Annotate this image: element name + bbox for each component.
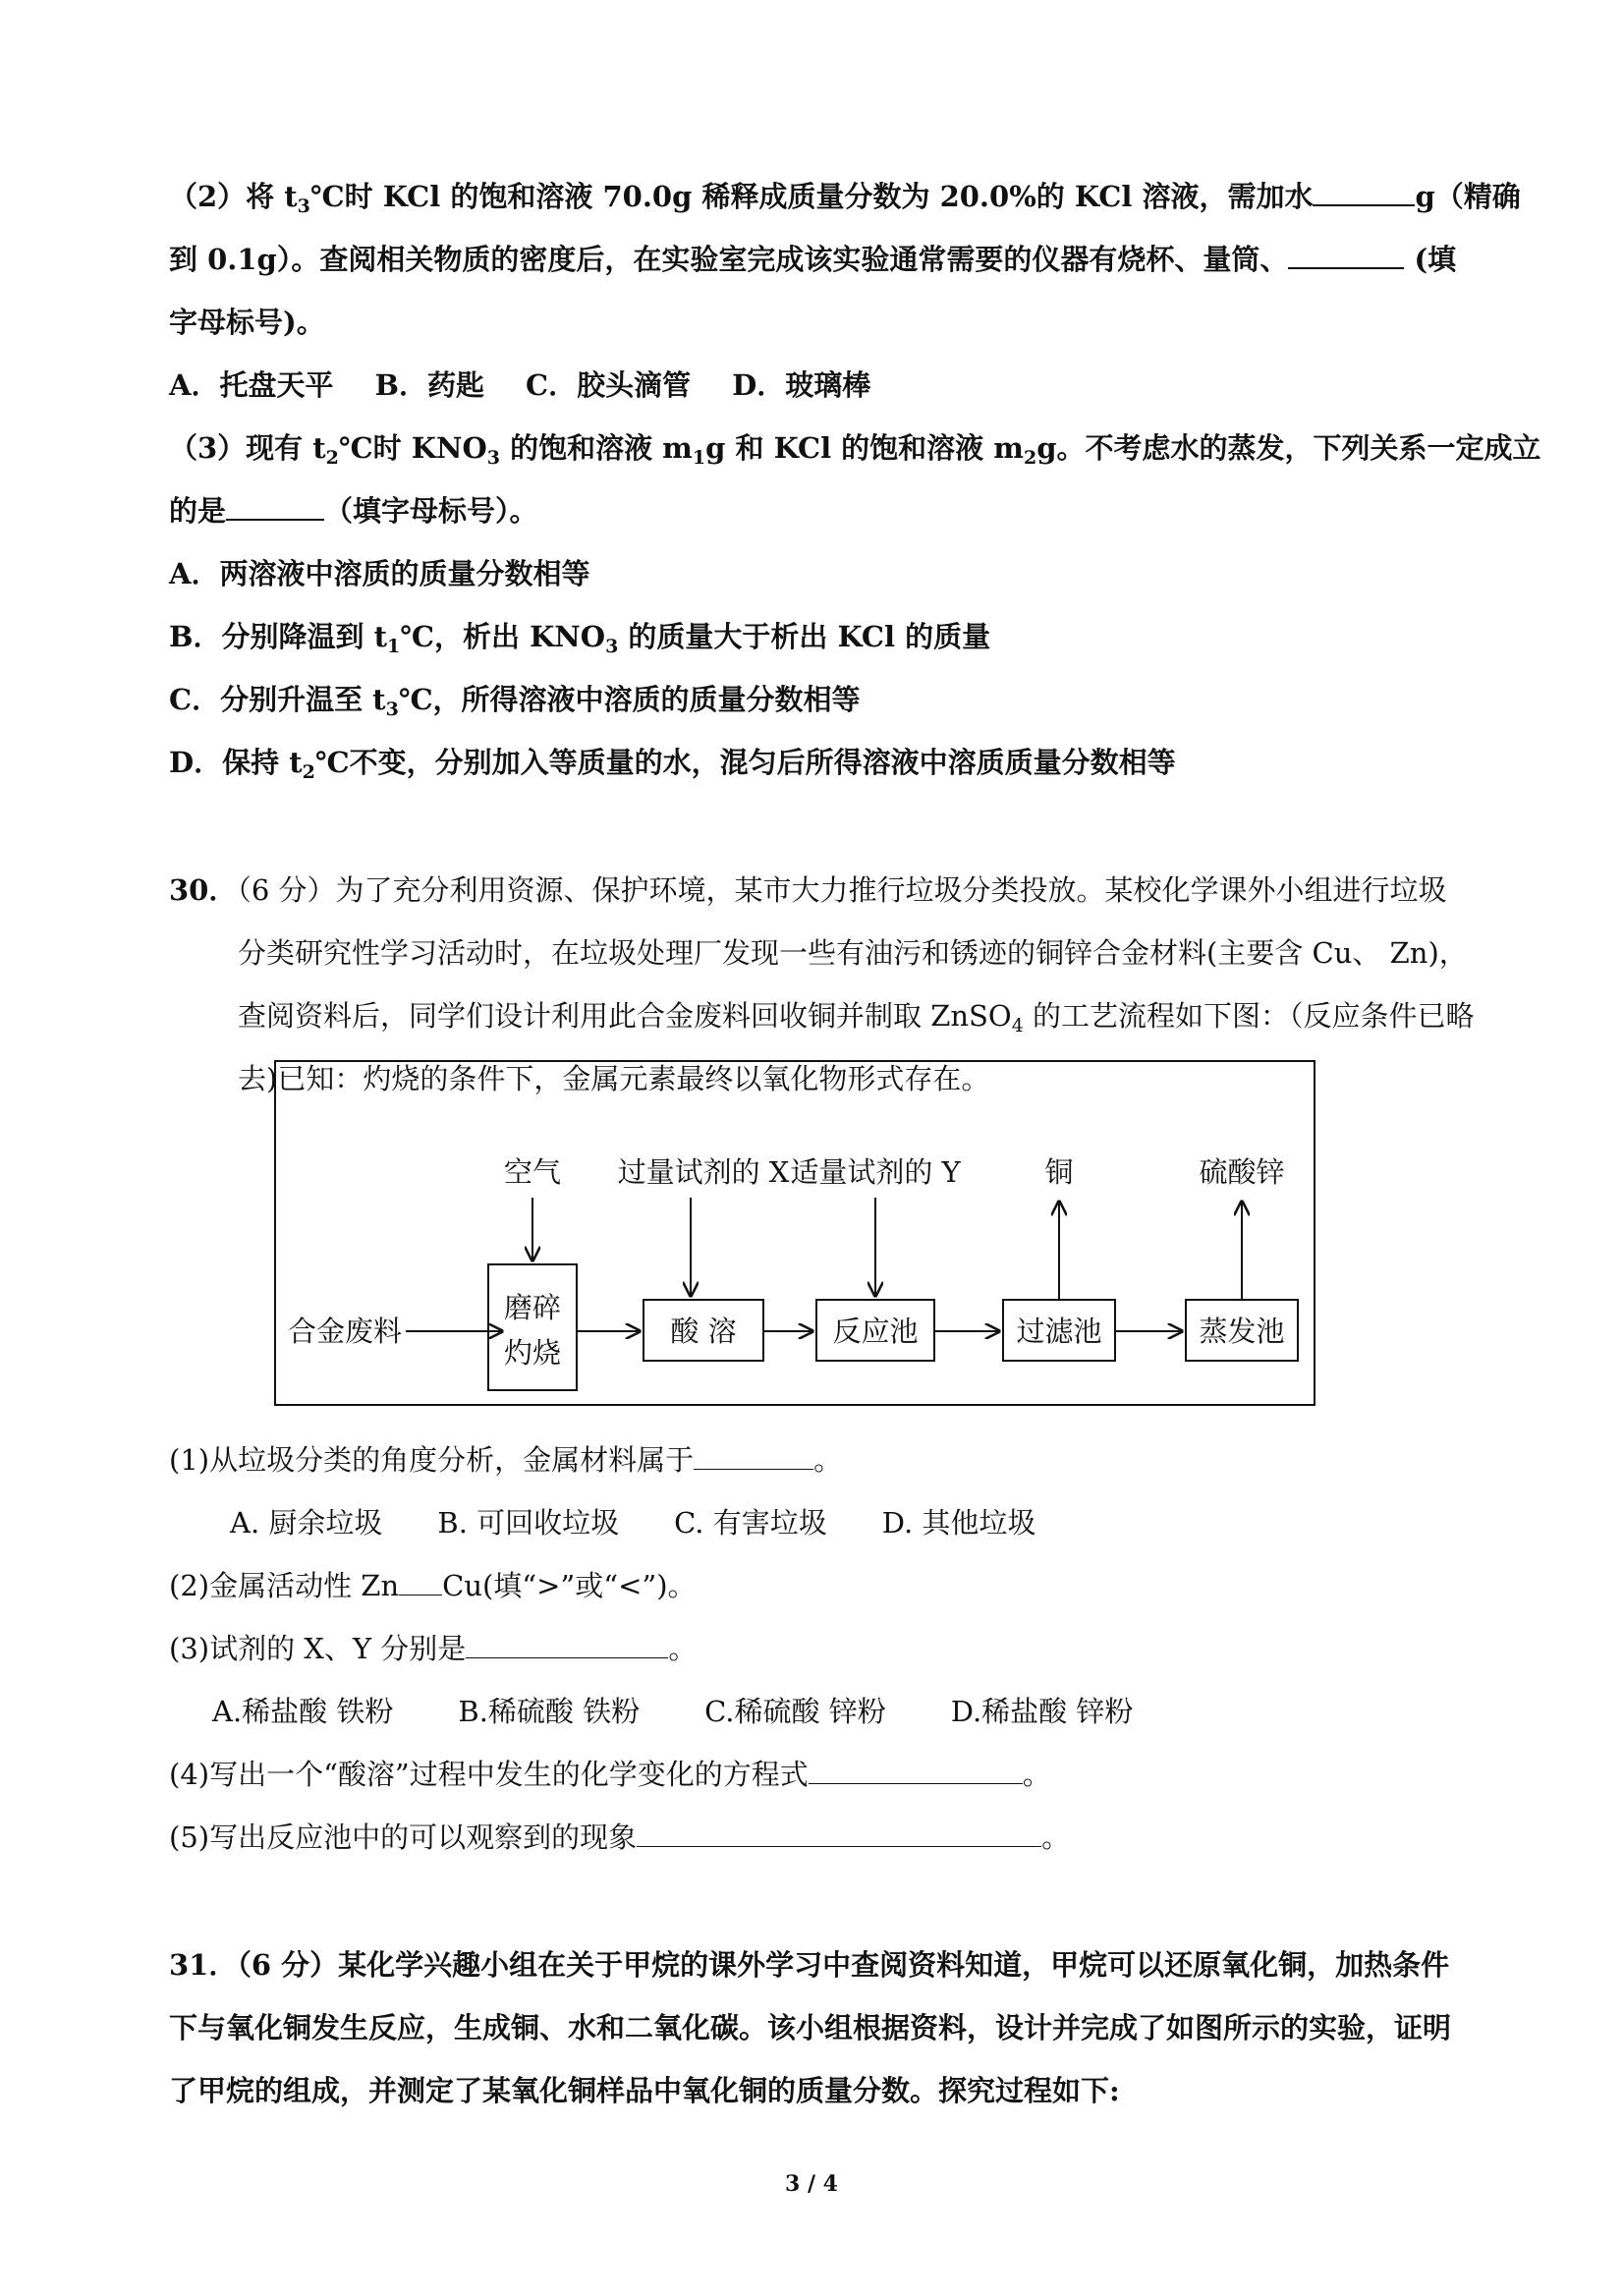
option-c[interactable]: C.稀硫酸 锌粉: [704, 1695, 886, 1728]
box1-line1: 磨碎: [503, 1291, 562, 1324]
option-b[interactable]: B.稀硫酸 铁粉: [458, 1695, 641, 1728]
q29-p3-option-a[interactable]: A．两溶液中溶质的质量分数相等: [169, 557, 590, 590]
option-c[interactable]: C．胶头滴管: [526, 368, 692, 402]
q29-p3-option-c[interactable]: C．分别升温至 $t_3℃$，所得溶液中溶质的质量分数相等: [169, 683, 861, 720]
process-flow-diagram: [274, 1060, 1315, 1406]
q29-p2-line2: 到 0.1g）。查阅相关物质的密度后，在实验室完成该实验通常需要的仪器有烧杯、量筒、 (填: [169, 240, 1456, 279]
q29-p2-options: [169, 365, 912, 405]
q30-line3: 查阅资料后，同学们设计利用此合金废料回收铜并制取 ZnSO$_4$ 的工艺流程如下图：（反应条件已略: [238, 999, 1475, 1036]
q30-line1: 30．（6 分）为了充分利用资源、保护环境，某市大力推行垃圾分类投放。某校化学课外小组进行垃圾: [169, 873, 1447, 907]
option-a[interactable]: A．托盘天平: [169, 368, 334, 402]
option-a[interactable]: A. 厨余垃圾: [230, 1506, 383, 1540]
option-d[interactable]: D．玻璃棒: [732, 368, 871, 402]
q30-s1: (1)从垃圾分类的角度分析，金属材料属于 。: [169, 1443, 843, 1477]
q29-p2-line3: 字母标号)。: [169, 306, 325, 339]
box3-label: 反应池: [832, 1315, 919, 1348]
q31-line2: 下与氧化铜发生反应，生成铜、水和二氧化碳。该小组根据资料，设计并完成了如图所示的实验，证明: [169, 2011, 1452, 2044]
reagent-x-label: 过量试剂的 X: [617, 1155, 790, 1189]
answer-blank[interactable]: [466, 1630, 668, 1658]
question-number: 31．: [169, 1948, 238, 1982]
q30-line4: 去)已知：灼烧的条件下，金属元素最终以氧化物形式存在。: [238, 1062, 990, 1095]
process-box-grind-roast: [488, 1264, 577, 1390]
box5-label: 蒸发池: [1199, 1315, 1285, 1348]
q29-p3-option-b[interactable]: B．分别降温到 $t_1℃$，析出 $KNO_3$ 的质量大于析出 KCl 的质量: [169, 620, 991, 657]
page-number: 3 / 4: [785, 2171, 838, 2197]
box2-label: 酸 溶: [670, 1315, 737, 1348]
output-zinc-sulfate-label: 硫酸锌: [1199, 1155, 1285, 1189]
q29-p2-line1: （2）将 $t_3℃$时 KCl 的饱和溶液 70.0g 稀释成质量分数为 20.0%的 KCl 溶液，需加水 g（精确: [169, 177, 1521, 226]
q30-s1-options: [230, 1503, 1077, 1542]
question-number: 30．: [169, 873, 238, 907]
answer-blank[interactable]: [694, 1441, 813, 1470]
q29-p3-line2: 的是 （填字母标号）。: [169, 491, 538, 531]
box4-label: 过滤池: [1016, 1315, 1102, 1348]
answer-blank[interactable]: [399, 1567, 442, 1596]
q31-line3: 了甲烷的组成，并测定了某氧化铜样品中氧化铜的质量分数。探究过程如下:: [169, 2074, 1120, 2107]
q30-line2: 分类研究性学习活动时，在垃圾处理厂发现一些有油污和锈迹的铜锌合金材料(主要含 Cu、 Zn)，: [238, 936, 1468, 970]
option-d[interactable]: D. 其他垃圾: [881, 1506, 1036, 1540]
q30-s4: (4)写出一个“酸溶”过程中发生的化学变化的方程式 。: [169, 1758, 1051, 1791]
q29-p3-option-d[interactable]: D．保持 $t_2℃$不变，分别加入等质量的水，混匀后所得溶液中溶质质量分数相等: [169, 746, 1176, 783]
answer-blank[interactable]: [226, 491, 324, 521]
diagram-frame: [275, 1061, 1315, 1405]
q30-s3: (3)试剂的 X、Y 分别是 。: [169, 1632, 698, 1665]
q30-s2: (2)金属活动性 Zn Cu(填“>”或“<”)。: [169, 1569, 697, 1602]
option-b[interactable]: B．药匙: [374, 368, 485, 402]
answer-blank[interactable]: [1288, 240, 1404, 269]
q30-s5: (5)写出反应池中的可以观察到的现象 。: [169, 1820, 1071, 1854]
box1-line2: 灼烧: [503, 1336, 562, 1370]
q31-line1: 31．（6 分）某化学兴趣小组在关于甲烷的课外学习中查阅资料知道，甲烷可以还原氧化铜，加热条件: [169, 1948, 1450, 1982]
reagent-y-label: 适量试剂的 Y: [790, 1155, 961, 1189]
answer-blank[interactable]: [637, 1819, 1041, 1847]
option-a[interactable]: A.稀盐酸 铁粉: [212, 1695, 394, 1728]
option-c[interactable]: C. 有害垃圾: [674, 1506, 827, 1540]
input-air-label: 空气: [503, 1155, 562, 1189]
flow-input-label: 合金废料: [288, 1315, 403, 1348]
output-copper-label: 铜: [1044, 1155, 1074, 1189]
option-b[interactable]: B. 可回收垃圾: [437, 1506, 620, 1540]
answer-blank[interactable]: [809, 1756, 1023, 1784]
answer-blank[interactable]: [1313, 177, 1415, 206]
option-d[interactable]: D.稀盐酸 锌粉: [950, 1695, 1134, 1728]
q29-p3-line1: （3）现有 $t_2℃$时 $KNO_3$ 的饱和溶液 $m_1g$ 和 KCl 的饱和溶液 $m_2g$。不考虑水的蒸发，下列关系一定成立: [169, 431, 1541, 469]
q30-s3-options: [212, 1692, 1174, 1731]
